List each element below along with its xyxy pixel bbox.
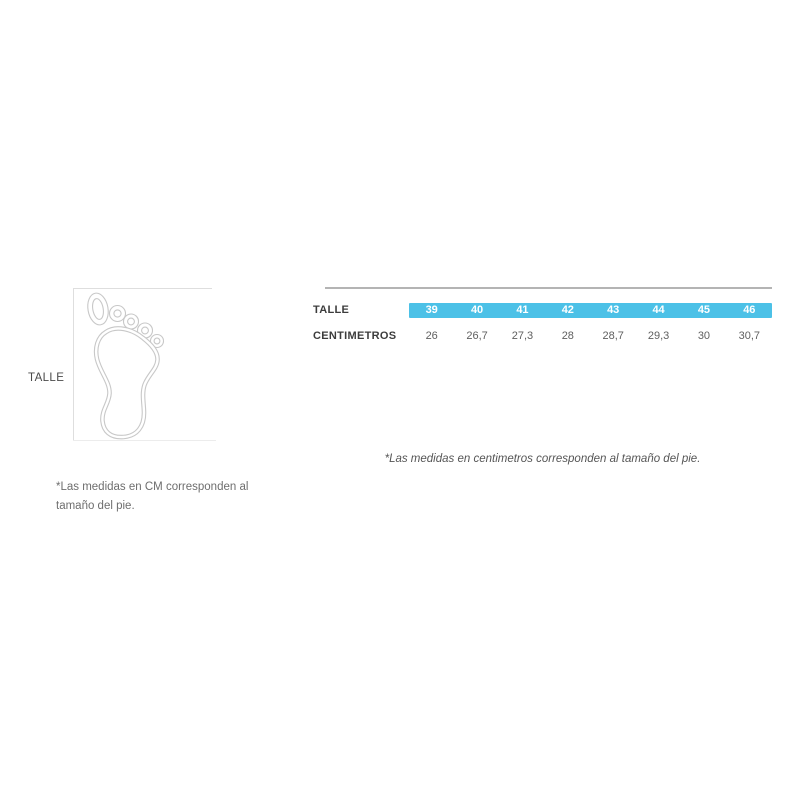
diagram-note-line2: tamaño del pie.: [56, 500, 135, 512]
diagram-note: [56, 478, 271, 516]
diagram-note-line1: *Las medidas en CM corresponden al: [56, 481, 249, 493]
cm-cell: 28: [561, 330, 574, 342]
size-cell: 39: [425, 304, 438, 316]
cm-cell: 26,7: [466, 330, 488, 342]
centimeters-row-label: CENTIMETROS: [313, 330, 397, 342]
cm-cell: 26: [425, 330, 438, 342]
cm-cell: 29,3: [647, 330, 670, 342]
size-row-label: TALLE: [313, 304, 350, 316]
big-toe-outline: [85, 292, 110, 327]
size-cell: 43: [607, 304, 620, 316]
table-top-divider: [325, 287, 772, 289]
size-cell: 44: [652, 304, 665, 316]
centimeters-row: [313, 328, 772, 344]
size-cell: 46: [743, 304, 756, 316]
table-note: *Las medidas en centimetros corresponden al tamaño del pie.: [384, 453, 701, 465]
cm-cell: 30: [697, 330, 711, 342]
centimeters-values: [409, 328, 772, 344]
footprint-icon: [55, 280, 225, 448]
size-cell: 42: [561, 304, 574, 316]
cm-cell: 27,3: [511, 330, 534, 342]
size-highlight-bar: [409, 303, 772, 318]
sole-outline: [96, 328, 157, 437]
diagram-axis-label: TALLE: [28, 372, 65, 384]
size-row: [313, 303, 772, 318]
size-cell: 40: [470, 304, 484, 316]
cm-cell: 28,7: [602, 330, 624, 342]
size-cell: 45: [697, 304, 711, 316]
size-cell: 41: [516, 304, 529, 316]
cm-cell: 30,7: [738, 330, 761, 342]
